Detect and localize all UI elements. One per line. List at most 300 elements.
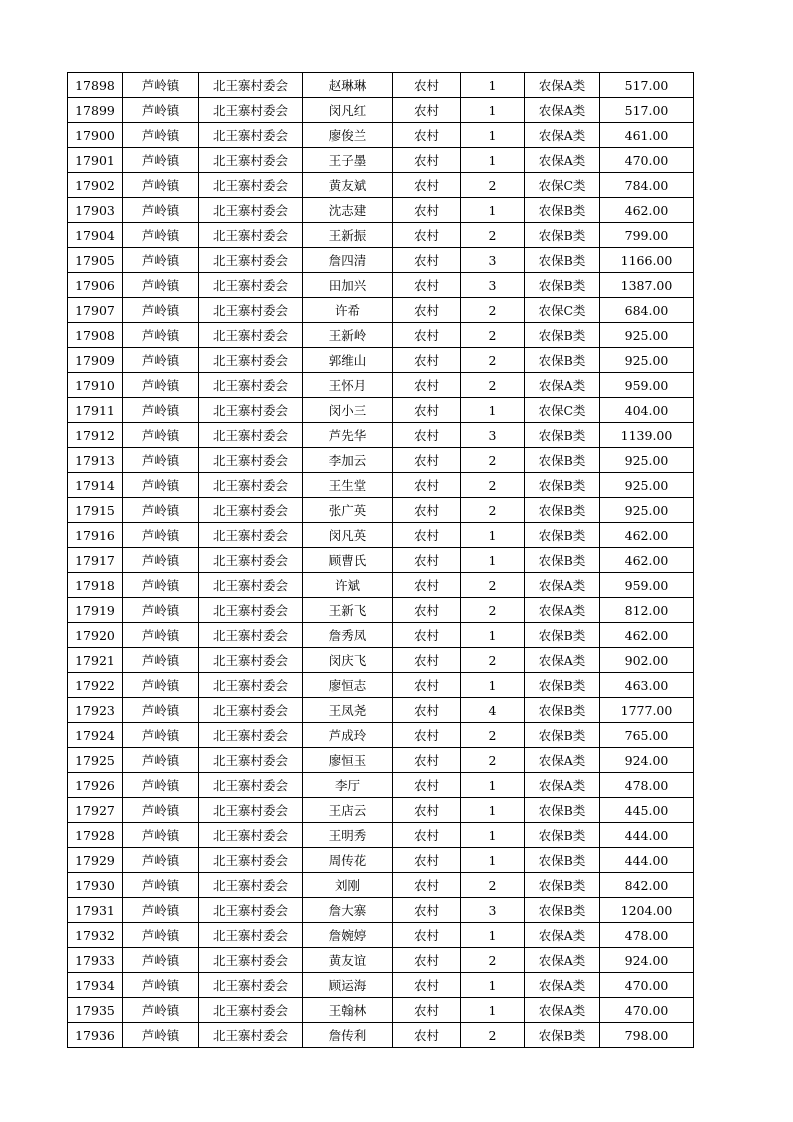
table-row xyxy=(68,148,694,173)
insurance-class-cell: 农保B类 xyxy=(525,273,600,298)
table-row xyxy=(68,498,694,523)
amount-cell: 925.00 xyxy=(600,498,694,523)
member-count-cell: 2 xyxy=(461,223,525,248)
insurance-class-cell: 农保B类 xyxy=(525,423,600,448)
insurance-class-cell: 农保A类 xyxy=(525,998,600,1023)
insurance-class-cell: 农保B类 xyxy=(525,848,600,873)
village-committee-cell: 北王寨村委会 xyxy=(199,348,303,373)
table-row xyxy=(68,448,694,473)
household-type-cell: 农村 xyxy=(393,873,461,898)
village-committee-cell: 北王寨村委会 xyxy=(199,523,303,548)
table-row xyxy=(68,673,694,698)
table-row xyxy=(68,173,694,198)
benefit-ledger-table xyxy=(67,72,694,1048)
town-name-cell: 芦岭镇 xyxy=(123,748,199,773)
household-type-cell: 农村 xyxy=(393,423,461,448)
town-name-cell: 芦岭镇 xyxy=(123,323,199,348)
table-row xyxy=(68,798,694,823)
record-id-cell: 17909 xyxy=(68,348,123,373)
table-row xyxy=(68,523,694,548)
amount-cell: 925.00 xyxy=(600,348,694,373)
member-count-cell: 1 xyxy=(461,98,525,123)
record-id-cell: 17918 xyxy=(68,573,123,598)
member-count-cell: 2 xyxy=(461,748,525,773)
amount-cell: 959.00 xyxy=(600,373,694,398)
record-id-cell: 17927 xyxy=(68,798,123,823)
town-name-cell: 芦岭镇 xyxy=(123,173,199,198)
insurance-class-cell: 农保B类 xyxy=(525,498,600,523)
record-id-cell: 17919 xyxy=(68,598,123,623)
insurance-class-cell: 农保B类 xyxy=(525,798,600,823)
table-row xyxy=(68,823,694,848)
village-committee-cell: 北王寨村委会 xyxy=(199,148,303,173)
member-count-cell: 2 xyxy=(461,373,525,398)
record-id-cell: 17911 xyxy=(68,398,123,423)
member-count-cell: 1 xyxy=(461,798,525,823)
person-name-cell: 王新飞 xyxy=(303,598,393,623)
amount-cell: 470.00 xyxy=(600,148,694,173)
village-committee-cell: 北王寨村委会 xyxy=(199,373,303,398)
village-committee-cell: 北王寨村委会 xyxy=(199,923,303,948)
insurance-class-cell: 农保A类 xyxy=(525,773,600,798)
town-name-cell: 芦岭镇 xyxy=(123,373,199,398)
person-name-cell: 刘刚 xyxy=(303,873,393,898)
table-row xyxy=(68,323,694,348)
town-name-cell: 芦岭镇 xyxy=(123,498,199,523)
town-name-cell: 芦岭镇 xyxy=(123,598,199,623)
member-count-cell: 1 xyxy=(461,398,525,423)
record-id-cell: 17929 xyxy=(68,848,123,873)
person-name-cell: 赵琳琳 xyxy=(303,73,393,98)
amount-cell: 798.00 xyxy=(600,1023,694,1048)
record-id-cell: 17932 xyxy=(68,923,123,948)
record-id-cell: 17916 xyxy=(68,523,123,548)
amount-cell: 470.00 xyxy=(600,973,694,998)
village-committee-cell: 北王寨村委会 xyxy=(199,723,303,748)
village-committee-cell: 北王寨村委会 xyxy=(199,73,303,98)
amount-cell: 462.00 xyxy=(600,623,694,648)
record-id-cell: 17915 xyxy=(68,498,123,523)
amount-cell: 444.00 xyxy=(600,823,694,848)
record-id-cell: 17901 xyxy=(68,148,123,173)
amount-cell: 444.00 xyxy=(600,848,694,873)
village-committee-cell: 北王寨村委会 xyxy=(199,673,303,698)
person-name-cell: 廖俊兰 xyxy=(303,123,393,148)
person-name-cell: 闵庆飞 xyxy=(303,648,393,673)
record-id-cell: 17917 xyxy=(68,548,123,573)
member-count-cell: 3 xyxy=(461,273,525,298)
town-name-cell: 芦岭镇 xyxy=(123,798,199,823)
table-row xyxy=(68,848,694,873)
record-id-cell: 17920 xyxy=(68,623,123,648)
member-count-cell: 2 xyxy=(461,498,525,523)
village-committee-cell: 北王寨村委会 xyxy=(199,598,303,623)
table-row xyxy=(68,398,694,423)
amount-cell: 902.00 xyxy=(600,648,694,673)
town-name-cell: 芦岭镇 xyxy=(123,398,199,423)
person-name-cell: 廖恒志 xyxy=(303,673,393,698)
household-type-cell: 农村 xyxy=(393,723,461,748)
household-type-cell: 农村 xyxy=(393,123,461,148)
household-type-cell: 农村 xyxy=(393,948,461,973)
person-name-cell: 王新岭 xyxy=(303,323,393,348)
town-name-cell: 芦岭镇 xyxy=(123,873,199,898)
person-name-cell: 闵凡英 xyxy=(303,523,393,548)
insurance-class-cell: 农保B类 xyxy=(525,1023,600,1048)
town-name-cell: 芦岭镇 xyxy=(123,473,199,498)
household-type-cell: 农村 xyxy=(393,248,461,273)
village-committee-cell: 北王寨村委会 xyxy=(199,198,303,223)
village-committee-cell: 北王寨村委会 xyxy=(199,298,303,323)
person-name-cell: 詹传利 xyxy=(303,1023,393,1048)
person-name-cell: 周传花 xyxy=(303,848,393,873)
person-name-cell: 芦先华 xyxy=(303,423,393,448)
person-name-cell: 闵凡红 xyxy=(303,98,393,123)
amount-cell: 1139.00 xyxy=(600,423,694,448)
record-id-cell: 17905 xyxy=(68,248,123,273)
town-name-cell: 芦岭镇 xyxy=(123,623,199,648)
amount-cell: 462.00 xyxy=(600,548,694,573)
amount-cell: 1204.00 xyxy=(600,898,694,923)
household-type-cell: 农村 xyxy=(393,198,461,223)
person-name-cell: 芦成玲 xyxy=(303,723,393,748)
village-committee-cell: 北王寨村委会 xyxy=(199,248,303,273)
insurance-class-cell: 农保A类 xyxy=(525,948,600,973)
household-type-cell: 农村 xyxy=(393,373,461,398)
household-type-cell: 农村 xyxy=(393,973,461,998)
village-committee-cell: 北王寨村委会 xyxy=(199,948,303,973)
insurance-class-cell: 农保B类 xyxy=(525,898,600,923)
town-name-cell: 芦岭镇 xyxy=(123,973,199,998)
town-name-cell: 芦岭镇 xyxy=(123,448,199,473)
town-name-cell: 芦岭镇 xyxy=(123,823,199,848)
table-row xyxy=(68,423,694,448)
household-type-cell: 农村 xyxy=(393,648,461,673)
village-committee-cell: 北王寨村委会 xyxy=(199,1023,303,1048)
town-name-cell: 芦岭镇 xyxy=(123,123,199,148)
town-name-cell: 芦岭镇 xyxy=(123,923,199,948)
table-row xyxy=(68,973,694,998)
member-count-cell: 3 xyxy=(461,248,525,273)
household-type-cell: 农村 xyxy=(393,98,461,123)
member-count-cell: 1 xyxy=(461,998,525,1023)
person-name-cell: 廖恒玉 xyxy=(303,748,393,773)
town-name-cell: 芦岭镇 xyxy=(123,198,199,223)
town-name-cell: 芦岭镇 xyxy=(123,848,199,873)
member-count-cell: 1 xyxy=(461,848,525,873)
household-type-cell: 农村 xyxy=(393,398,461,423)
village-committee-cell: 北王寨村委会 xyxy=(199,573,303,598)
member-count-cell: 1 xyxy=(461,123,525,148)
record-id-cell: 17936 xyxy=(68,1023,123,1048)
village-committee-cell: 北王寨村委会 xyxy=(199,748,303,773)
table-row xyxy=(68,73,694,98)
insurance-class-cell: 农保A类 xyxy=(525,748,600,773)
table-row xyxy=(68,648,694,673)
household-type-cell: 农村 xyxy=(393,823,461,848)
insurance-class-cell: 农保B类 xyxy=(525,698,600,723)
member-count-cell: 1 xyxy=(461,148,525,173)
village-committee-cell: 北王寨村委会 xyxy=(199,123,303,148)
household-type-cell: 农村 xyxy=(393,148,461,173)
household-type-cell: 农村 xyxy=(393,448,461,473)
insurance-class-cell: 农保A类 xyxy=(525,98,600,123)
table-row xyxy=(68,948,694,973)
town-name-cell: 芦岭镇 xyxy=(123,298,199,323)
household-type-cell: 农村 xyxy=(393,573,461,598)
village-committee-cell: 北王寨村委会 xyxy=(199,398,303,423)
household-type-cell: 农村 xyxy=(393,698,461,723)
village-committee-cell: 北王寨村委会 xyxy=(199,273,303,298)
village-committee-cell: 北王寨村委会 xyxy=(199,98,303,123)
amount-cell: 842.00 xyxy=(600,873,694,898)
person-name-cell: 许斌 xyxy=(303,573,393,598)
amount-cell: 924.00 xyxy=(600,748,694,773)
record-id-cell: 17930 xyxy=(68,873,123,898)
record-id-cell: 17931 xyxy=(68,898,123,923)
table-row xyxy=(68,473,694,498)
village-committee-cell: 北王寨村委会 xyxy=(199,173,303,198)
member-count-cell: 1 xyxy=(461,198,525,223)
table-row xyxy=(68,248,694,273)
member-count-cell: 2 xyxy=(461,1023,525,1048)
household-type-cell: 农村 xyxy=(393,473,461,498)
person-name-cell: 黄友斌 xyxy=(303,173,393,198)
amount-cell: 463.00 xyxy=(600,673,694,698)
amount-cell: 925.00 xyxy=(600,323,694,348)
table-row xyxy=(68,373,694,398)
village-committee-cell: 北王寨村委会 xyxy=(199,798,303,823)
insurance-class-cell: 农保B类 xyxy=(525,673,600,698)
village-committee-cell: 北王寨村委会 xyxy=(199,998,303,1023)
village-committee-cell: 北王寨村委会 xyxy=(199,473,303,498)
member-count-cell: 2 xyxy=(461,648,525,673)
person-name-cell: 闵小三 xyxy=(303,398,393,423)
table-row xyxy=(68,998,694,1023)
insurance-class-cell: 农保B类 xyxy=(525,548,600,573)
amount-cell: 1777.00 xyxy=(600,698,694,723)
record-id-cell: 17926 xyxy=(68,773,123,798)
member-count-cell: 2 xyxy=(461,348,525,373)
village-committee-cell: 北王寨村委会 xyxy=(199,498,303,523)
village-committee-cell: 北王寨村委会 xyxy=(199,848,303,873)
table-row xyxy=(68,773,694,798)
insurance-class-cell: 农保B类 xyxy=(525,473,600,498)
record-id-cell: 17913 xyxy=(68,448,123,473)
household-type-cell: 农村 xyxy=(393,73,461,98)
person-name-cell: 王翰林 xyxy=(303,998,393,1023)
village-committee-cell: 北王寨村委会 xyxy=(199,823,303,848)
amount-cell: 684.00 xyxy=(600,298,694,323)
member-count-cell: 2 xyxy=(461,598,525,623)
amount-cell: 925.00 xyxy=(600,473,694,498)
amount-cell: 959.00 xyxy=(600,573,694,598)
record-id-cell: 17914 xyxy=(68,473,123,498)
member-count-cell: 2 xyxy=(461,448,525,473)
record-id-cell: 17899 xyxy=(68,98,123,123)
table-row xyxy=(68,723,694,748)
amount-cell: 517.00 xyxy=(600,98,694,123)
village-committee-cell: 北王寨村委会 xyxy=(199,223,303,248)
household-type-cell: 农村 xyxy=(393,898,461,923)
person-name-cell: 田加兴 xyxy=(303,273,393,298)
person-name-cell: 王明秀 xyxy=(303,823,393,848)
record-id-cell: 17910 xyxy=(68,373,123,398)
member-count-cell: 2 xyxy=(461,723,525,748)
town-name-cell: 芦岭镇 xyxy=(123,648,199,673)
insurance-class-cell: 农保A类 xyxy=(525,973,600,998)
insurance-class-cell: 农保B类 xyxy=(525,348,600,373)
record-id-cell: 17933 xyxy=(68,948,123,973)
person-name-cell: 王怀月 xyxy=(303,373,393,398)
member-count-cell: 4 xyxy=(461,698,525,723)
record-id-cell: 17900 xyxy=(68,123,123,148)
village-committee-cell: 北王寨村委会 xyxy=(199,773,303,798)
member-count-cell: 2 xyxy=(461,323,525,348)
town-name-cell: 芦岭镇 xyxy=(123,773,199,798)
amount-cell: 765.00 xyxy=(600,723,694,748)
table-row xyxy=(68,273,694,298)
village-committee-cell: 北王寨村委会 xyxy=(199,623,303,648)
person-name-cell: 顾运海 xyxy=(303,973,393,998)
town-name-cell: 芦岭镇 xyxy=(123,248,199,273)
record-id-cell: 17928 xyxy=(68,823,123,848)
village-committee-cell: 北王寨村委会 xyxy=(199,323,303,348)
household-type-cell: 农村 xyxy=(393,173,461,198)
amount-cell: 784.00 xyxy=(600,173,694,198)
household-type-cell: 农村 xyxy=(393,748,461,773)
household-type-cell: 农村 xyxy=(393,623,461,648)
table-row xyxy=(68,623,694,648)
insurance-class-cell: 农保A类 xyxy=(525,598,600,623)
person-name-cell: 许希 xyxy=(303,298,393,323)
insurance-class-cell: 农保B类 xyxy=(525,323,600,348)
household-type-cell: 农村 xyxy=(393,798,461,823)
member-count-cell: 1 xyxy=(461,623,525,648)
household-type-cell: 农村 xyxy=(393,598,461,623)
person-name-cell: 王新振 xyxy=(303,223,393,248)
household-type-cell: 农村 xyxy=(393,673,461,698)
household-type-cell: 农村 xyxy=(393,348,461,373)
household-type-cell: 农村 xyxy=(393,848,461,873)
amount-cell: 799.00 xyxy=(600,223,694,248)
member-count-cell: 2 xyxy=(461,573,525,598)
member-count-cell: 1 xyxy=(461,923,525,948)
record-id-cell: 17904 xyxy=(68,223,123,248)
household-type-cell: 农村 xyxy=(393,223,461,248)
amount-cell: 517.00 xyxy=(600,73,694,98)
household-type-cell: 农村 xyxy=(393,498,461,523)
table-row xyxy=(68,98,694,123)
person-name-cell: 郭维山 xyxy=(303,348,393,373)
table-row xyxy=(68,123,694,148)
insurance-class-cell: 农保C类 xyxy=(525,298,600,323)
ledger-body xyxy=(68,73,694,1048)
table-row xyxy=(68,598,694,623)
town-name-cell: 芦岭镇 xyxy=(123,73,199,98)
table-row xyxy=(68,898,694,923)
insurance-class-cell: 农保A类 xyxy=(525,148,600,173)
insurance-class-cell: 农保B类 xyxy=(525,448,600,473)
table-row xyxy=(68,198,694,223)
amount-cell: 470.00 xyxy=(600,998,694,1023)
table-row xyxy=(68,573,694,598)
person-name-cell: 李厅 xyxy=(303,773,393,798)
household-type-cell: 农村 xyxy=(393,273,461,298)
village-committee-cell: 北王寨村委会 xyxy=(199,873,303,898)
household-type-cell: 农村 xyxy=(393,923,461,948)
person-name-cell: 王店云 xyxy=(303,798,393,823)
person-name-cell: 黄友谊 xyxy=(303,948,393,973)
town-name-cell: 芦岭镇 xyxy=(123,523,199,548)
table-row xyxy=(68,348,694,373)
record-id-cell: 17906 xyxy=(68,273,123,298)
member-count-cell: 1 xyxy=(461,673,525,698)
person-name-cell: 张广英 xyxy=(303,498,393,523)
town-name-cell: 芦岭镇 xyxy=(123,148,199,173)
insurance-class-cell: 农保A类 xyxy=(525,123,600,148)
household-type-cell: 农村 xyxy=(393,548,461,573)
insurance-class-cell: 农保B类 xyxy=(525,248,600,273)
member-count-cell: 2 xyxy=(461,473,525,498)
record-id-cell: 17912 xyxy=(68,423,123,448)
record-id-cell: 17922 xyxy=(68,673,123,698)
amount-cell: 478.00 xyxy=(600,923,694,948)
village-committee-cell: 北王寨村委会 xyxy=(199,973,303,998)
village-committee-cell: 北王寨村委会 xyxy=(199,698,303,723)
household-type-cell: 农村 xyxy=(393,773,461,798)
record-id-cell: 17902 xyxy=(68,173,123,198)
insurance-class-cell: 农保B类 xyxy=(525,623,600,648)
amount-cell: 462.00 xyxy=(600,523,694,548)
member-count-cell: 2 xyxy=(461,173,525,198)
village-committee-cell: 北王寨村委会 xyxy=(199,548,303,573)
table-row xyxy=(68,748,694,773)
town-name-cell: 芦岭镇 xyxy=(123,548,199,573)
town-name-cell: 芦岭镇 xyxy=(123,948,199,973)
person-name-cell: 詹大寨 xyxy=(303,898,393,923)
town-name-cell: 芦岭镇 xyxy=(123,423,199,448)
village-committee-cell: 北王寨村委会 xyxy=(199,648,303,673)
table-row xyxy=(68,298,694,323)
town-name-cell: 芦岭镇 xyxy=(123,698,199,723)
person-name-cell: 王生堂 xyxy=(303,473,393,498)
town-name-cell: 芦岭镇 xyxy=(123,673,199,698)
amount-cell: 445.00 xyxy=(600,798,694,823)
member-count-cell: 1 xyxy=(461,73,525,98)
household-type-cell: 农村 xyxy=(393,323,461,348)
insurance-class-cell: 农保B类 xyxy=(525,873,600,898)
amount-cell: 812.00 xyxy=(600,598,694,623)
member-count-cell: 2 xyxy=(461,298,525,323)
person-name-cell: 詹秀凤 xyxy=(303,623,393,648)
table-row xyxy=(68,923,694,948)
town-name-cell: 芦岭镇 xyxy=(123,98,199,123)
member-count-cell: 3 xyxy=(461,423,525,448)
household-type-cell: 农村 xyxy=(393,523,461,548)
table-row xyxy=(68,1023,694,1048)
town-name-cell: 芦岭镇 xyxy=(123,223,199,248)
insurance-class-cell: 农保B类 xyxy=(525,823,600,848)
amount-cell: 462.00 xyxy=(600,198,694,223)
amount-cell: 925.00 xyxy=(600,448,694,473)
insurance-class-cell: 农保C类 xyxy=(525,398,600,423)
record-id-cell: 17935 xyxy=(68,998,123,1023)
village-committee-cell: 北王寨村委会 xyxy=(199,448,303,473)
town-name-cell: 芦岭镇 xyxy=(123,898,199,923)
member-count-cell: 1 xyxy=(461,773,525,798)
member-count-cell: 1 xyxy=(461,548,525,573)
